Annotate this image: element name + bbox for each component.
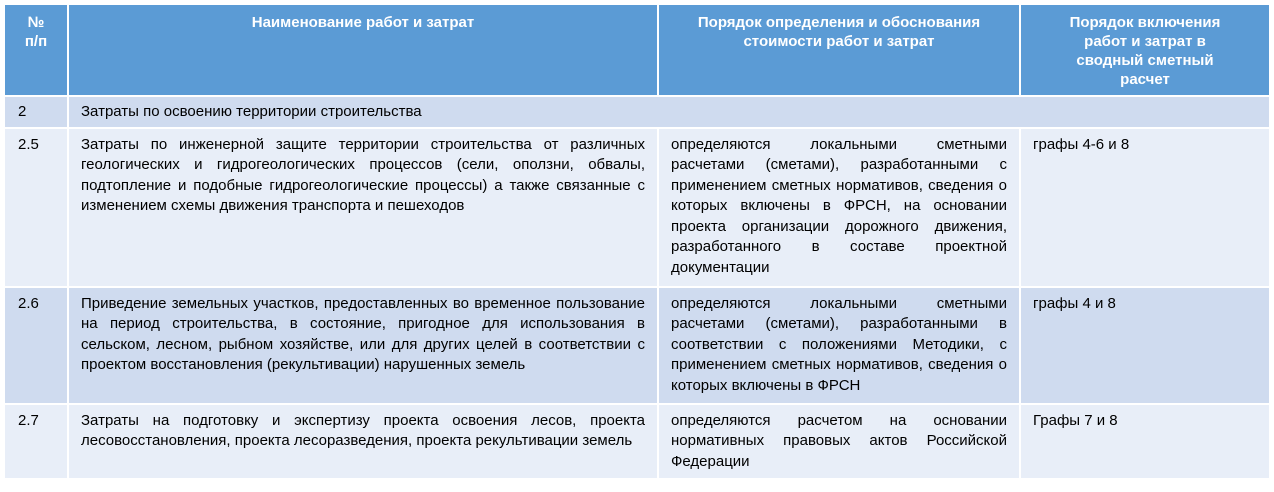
table-row xyxy=(5,128,1269,287)
row-name: Затраты на подготовку и экспертизу проекта освоения лесов, проекта лесовосстановления, проекта лесоразведения, проекта рекультивации земель xyxy=(68,404,658,478)
table-row xyxy=(5,404,1269,478)
row-name: Затраты по освоению территории строительства xyxy=(68,96,1269,128)
header-inclusion: Порядок включения работ и затрат в сводный сметный расчет xyxy=(1020,5,1269,96)
header-method: Порядок определения и обоснования стоимости работ и затрат xyxy=(658,5,1020,96)
row-inclusion: графы 4 и 8 xyxy=(1020,287,1269,404)
row-number: 2.6 xyxy=(5,287,68,404)
row-method: определяются локальными сметными расчетами (сметами), разработанными с применением сметных нормативов, сведения о которых включены в ФРСН, на основании проекта организации дорожного движения, разработанного в составе проектной документации xyxy=(658,128,1020,287)
row-method: определяются локальными сметными расчетами (сметами), разработанными в соответствии с положениями Методики, с применением сметных нормативов, сведения о которых включены в ФРСН xyxy=(658,287,1020,404)
row-method: определяются расчетом на основании нормативных правовых актов Российской Федерации xyxy=(658,404,1020,478)
row-inclusion: Графы 7 и 8 xyxy=(1020,404,1269,478)
header-number: № п/п xyxy=(5,5,68,96)
row-number: 2 xyxy=(5,96,68,128)
row-number: 2.7 xyxy=(5,404,68,478)
row-name: Приведение земельных участков, предоставленных во временное пользование на период строительства, в состояние, пригодное для использования в сельском, лесном, рыбном хозяйстве, или для других целей в соответствии с проектом восстановления (рекультивации) нарушенных земель xyxy=(68,287,658,404)
row-inclusion: графы 4-6 и 8 xyxy=(1020,128,1269,287)
table-header-row xyxy=(5,5,1269,96)
row-name: Затраты по инженерной защите территории строительства от различных геологических и гидрогеологических процессов (сели, оползни, обвалы, подтопление и подобные гидрогеологические процессы) а также связанные с изменением схемы движения транспорта и пешеходов xyxy=(68,128,658,287)
cost-table xyxy=(5,5,1269,478)
table-row xyxy=(5,287,1269,404)
row-number: 2.5 xyxy=(5,128,68,287)
header-name: Наименование работ и затрат xyxy=(68,5,658,96)
table-row xyxy=(5,96,1269,128)
